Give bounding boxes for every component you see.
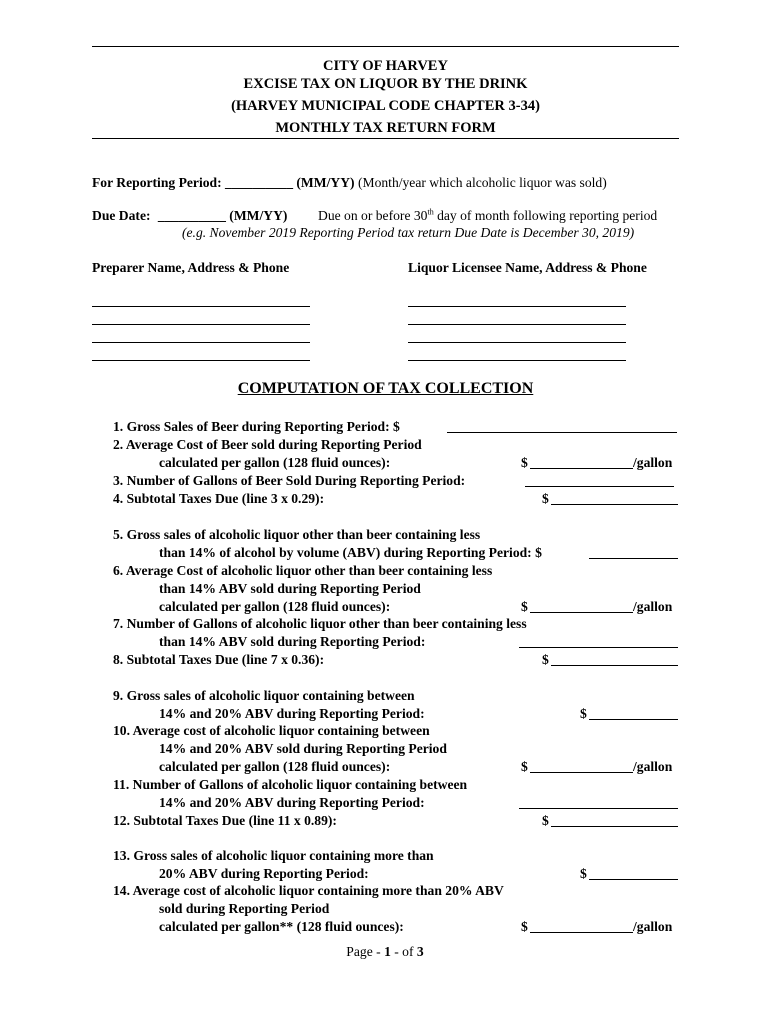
item-9-field[interactable]: [589, 719, 678, 720]
due-date-note: [318, 207, 657, 224]
item-2-field[interactable]: [530, 468, 633, 469]
item-1-field[interactable]: [447, 432, 677, 433]
item-5-label: 5. Gross sales of alcoholic liquor other than beer containing less: [113, 527, 481, 542]
item-7-label: 7. Number of Gallons of alcoholic liquor other than beer containing less: [113, 616, 527, 631]
item-12-dollar: $: [542, 813, 549, 828]
preparer-line-1[interactable]: [92, 306, 310, 307]
item-2-dollar: $: [521, 455, 528, 470]
reporting-period-label: For Reporting Period:: [92, 175, 222, 190]
item-5-sublabel: than 14% of alcohol by volume (ABV) during Reporting Period: $: [159, 545, 542, 560]
licensee-line-1[interactable]: [408, 306, 626, 307]
item-1-label: 1. Gross Sales of Beer during Reporting Period: $: [113, 419, 400, 434]
item-3-label: 3. Number of Gallons of Beer Sold During Reporting Period:: [113, 473, 466, 488]
page-footer: [0, 943, 770, 960]
item-2-label: 2. Average Cost of Beer sold during Reporting Period: [113, 437, 422, 452]
header-form-title: MONTHLY TAX RETURN FORM: [275, 120, 496, 136]
due-date-row: [92, 207, 287, 224]
footer-page-word: Page: [346, 944, 373, 959]
item-14-sublabel-1: sold during Reporting Period: [159, 901, 330, 916]
item-5-field[interactable]: [589, 558, 678, 559]
item-10-sublabel-2: calculated per gallon (128 fluid ounces):: [159, 759, 391, 774]
licensee-line-4[interactable]: [408, 360, 626, 361]
item-6-label: 6. Average Cost of alcoholic liquor other than beer containing less: [113, 563, 493, 578]
preparer-label: Preparer Name, Address & Phone: [92, 260, 290, 275]
due-date-blank[interactable]: __________: [157, 208, 226, 223]
item-7-sublabel: than 14% ABV sold during Reporting Period:: [159, 634, 426, 649]
item-10-label: 10. Average cost of alcoholic liquor containing between: [113, 723, 430, 738]
footer-sep-2: - of: [390, 944, 417, 959]
reporting-period-row: [92, 174, 607, 191]
footer-sep-1: -: [372, 944, 385, 959]
item-13-sublabel: 20% ABV during Reporting Period:: [159, 866, 369, 881]
item-6-unit: /gallon: [633, 599, 673, 614]
due-date-label: Due Date:: [92, 208, 151, 223]
due-date-note-text: Due on or before 30: [318, 208, 428, 223]
item-11-sublabel: 14% and 20% ABV during Reporting Period:: [159, 795, 425, 810]
header-city: CITY OF HARVEY: [323, 58, 448, 74]
item-14-field[interactable]: [530, 932, 633, 933]
item-9-dollar: $: [580, 706, 587, 721]
item-14-dollar: $: [521, 919, 528, 934]
item-10-sublabel-1: 14% and 20% ABV sold during Reporting Period: [159, 741, 447, 756]
item-4-label: 4. Subtotal Taxes Due (line 3 x 0.29):: [113, 491, 325, 506]
due-date-format: (MM/YY): [229, 208, 288, 223]
computation-heading: COMPUTATION OF TAX COLLECTION: [237, 380, 534, 397]
licensee-label: Liquor Licensee Name, Address & Phone: [408, 260, 647, 275]
preparer-line-2[interactable]: [92, 324, 310, 325]
header-tax-name: EXCISE TAX ON LIQUOR BY THE DRINK: [243, 76, 528, 92]
due-date-note-rest: day of month following reporting period: [433, 208, 658, 223]
footer-page-number: 1: [384, 944, 391, 959]
preparer-line-3[interactable]: [92, 342, 310, 343]
header-code: (HARVEY MUNICIPAL CODE CHAPTER 3-34): [231, 98, 540, 114]
item-2-unit: /gallon: [633, 455, 673, 470]
item-12-field[interactable]: [551, 826, 678, 827]
item-6-field[interactable]: [530, 612, 633, 613]
item-14-unit: /gallon: [633, 919, 673, 934]
due-date-example: (e.g. November 2019 Reporting Period tax return Due Date is December 30, 2019): [182, 225, 635, 240]
item-11-label: 11. Number of Gallons of alcoholic liquor containing between: [113, 777, 468, 792]
item-6-sublabel-1: than 14% ABV sold during Reporting Period: [159, 581, 421, 596]
item-11-field[interactable]: [519, 808, 678, 809]
item-14-sublabel-2: calculated per gallon** (128 fluid ounces):: [159, 919, 404, 934]
reporting-period-blank[interactable]: __________: [225, 175, 293, 190]
header-bottom-rule: [92, 138, 679, 139]
item-12-label: 12. Subtotal Taxes Due (line 11 x 0.89):: [113, 813, 337, 828]
top-rule: [92, 46, 679, 47]
footer-page-total: 3: [416, 944, 424, 959]
due-date-note-sup: th: [427, 207, 434, 217]
reporting-period-format: (MM/YY): [296, 175, 355, 190]
item-3-field[interactable]: [525, 486, 674, 487]
item-2-sublabel: calculated per gallon (128 fluid ounces):: [159, 455, 391, 470]
item-4-field[interactable]: [551, 504, 678, 505]
item-6-sublabel-2: calculated per gallon (128 fluid ounces):: [159, 599, 391, 614]
item-10-unit: /gallon: [633, 759, 673, 774]
licensee-line-2[interactable]: [408, 324, 626, 325]
preparer-line-4[interactable]: [92, 360, 310, 361]
item-13-dollar: $: [580, 866, 587, 881]
item-8-field[interactable]: [551, 665, 678, 666]
item-9-label: 9. Gross sales of alcoholic liquor containing between: [113, 688, 415, 703]
item-4-dollar: $: [542, 491, 549, 506]
licensee-line-3[interactable]: [408, 342, 626, 343]
reporting-period-note: (Month/year which alcoholic liquor was sold): [357, 175, 607, 190]
item-8-dollar: $: [542, 652, 549, 667]
item-7-field[interactable]: [519, 647, 678, 648]
item-10-field[interactable]: [530, 772, 633, 773]
item-6-dollar: $: [521, 599, 528, 614]
item-8-label: 8. Subtotal Taxes Due (line 7 x 0.36):: [113, 652, 325, 667]
item-14-label: 14. Average cost of alcoholic liquor containing more than 20% ABV: [113, 883, 504, 898]
item-9-sublabel: 14% and 20% ABV during Reporting Period:: [159, 706, 425, 721]
item-10-dollar: $: [521, 759, 528, 774]
item-13-label: 13. Gross sales of alcoholic liquor containing more than: [113, 848, 434, 863]
item-13-field[interactable]: [589, 879, 678, 880]
